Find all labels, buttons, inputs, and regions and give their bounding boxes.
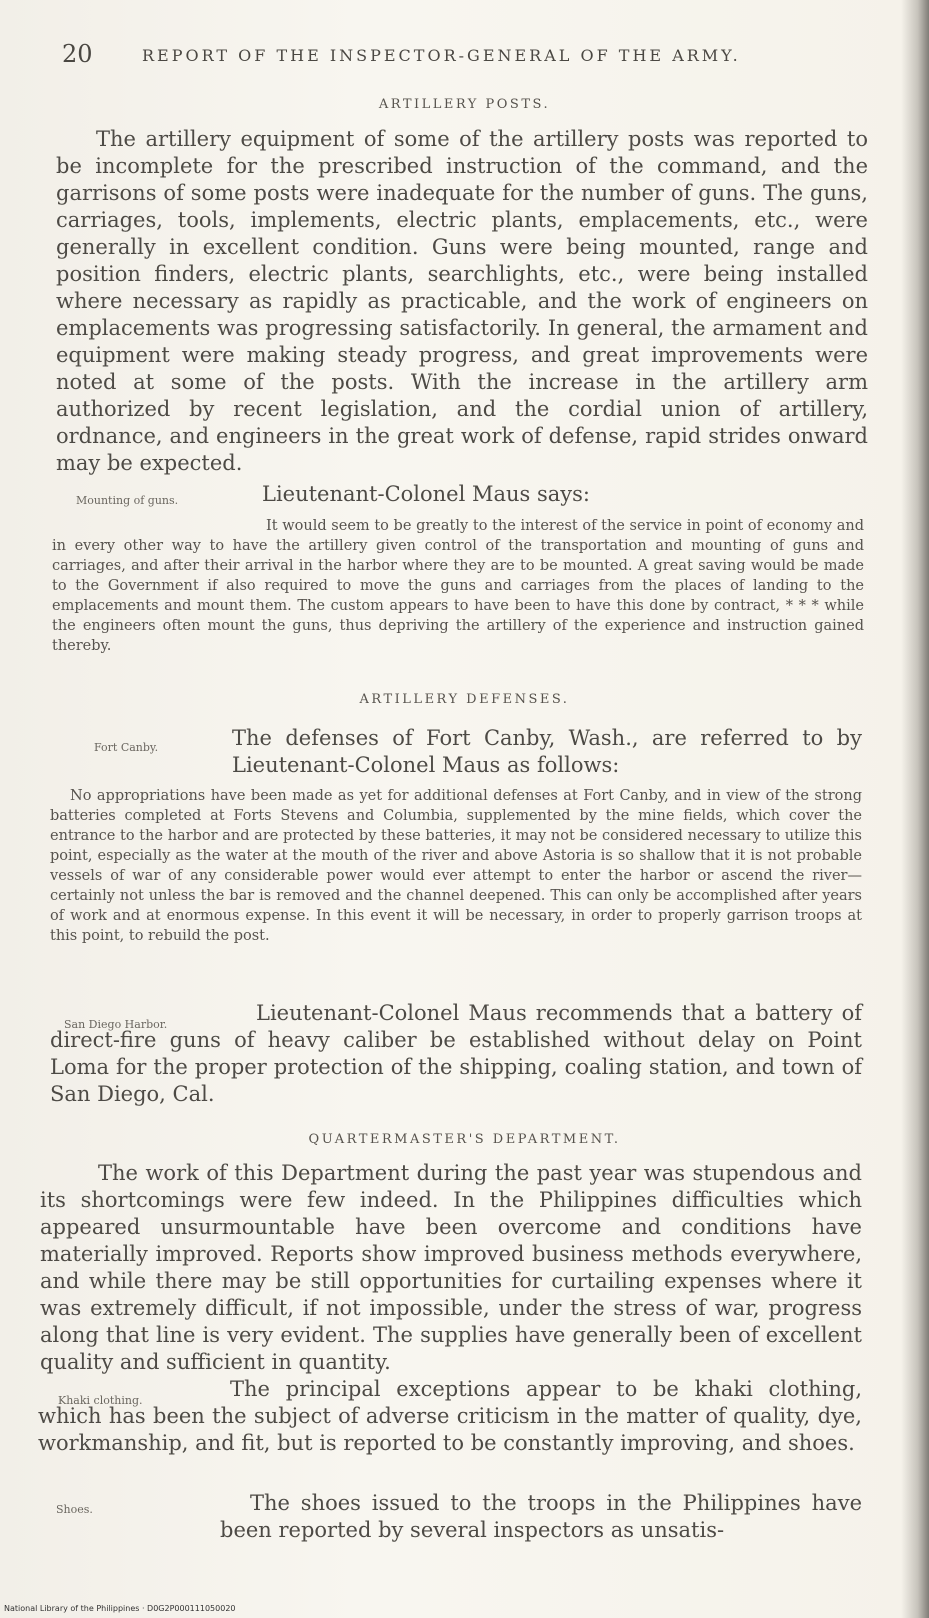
page-number: 20 [62,40,93,68]
paragraph-artillery-posts: The artillery equipment of some of the artillery posts was reported to be incomplete for the prescribed instruction of the command, and the garrisons of some posts were inadequate for the number of guns. The guns, carriages, tools, implements, electric plants, emplacements, etc., were generally in excellent condition. Guns were being mounted, range and position finders, electric plants, searchlights, etc., were being installed where necessary as rapidly as practicable, and the work of engineers on emplacements was progressing satisfactorily. In general, the armament and equipment were making steady progress, and great improvements were noted at some of the posts. With the increase in the artillery arm authorized by recent legislation, and the cordial union of artillery, ordnance, and engineers in the great work of defense, rapid strides onward may be expected. [56,127,868,475]
margin-note-mounting-of-guns: Mounting of guns. [76,494,179,507]
paragraph-shoes: The shoes issued to the troops in the Philippines have been reported by several inspectors as unsatis- [220,1491,862,1542]
running-head: REPORT OF THE INSPECTOR-GENERAL OF THE ARMY. [142,46,741,65]
heading-quartermaster: QUARTERMASTER'S DEPARTMENT. [308,1132,621,1147]
margin-note-khaki-clothing: Khaki clothing. [58,1394,143,1407]
book-spine-shadow [901,0,929,1618]
margin-note-shoes: Shoes. [56,1503,93,1516]
paragraph-quartermaster: The work of this Department during the past year was stupendous and its shortcomings were few indeed. In the Philippines difficulties which appeared unsurmountable have been overcome and conditions have materially improved. Reports show improved business methods everywhere, and while there may be still opportunities for curtailing expenses where it was extremely difficult, if not impossible, under the stress of war, progress along that line is very evident. The supplies have generally been of excellent quality and sufficient in quantity. [40,1161,862,1374]
digitization-footer: National Library of the Philippines · D0G2P000111050020 [4,1604,236,1613]
paragraph-khaki-clothing: The principal exceptions appear to be khaki clothing, which has been the subject of adverse criticism in the matter of quality, dye, workmanship, and fit, but is reported to be constantly improving, and shoes. [38,1377,862,1455]
heading-artillery-defenses: ARTILLERY DEFENSES. [359,692,570,707]
intro-maus-says: Lieutenant-Colonel Maus says: [262,482,591,506]
quote-fort-canby: No appropriations have been made as yet for additional defenses at Fort Canby, and in view of the strong batteries completed at Forts Stevens and Columbia, supplemented by the mine fields, which cover the entrance to the harbor and are protected by these batteries, it may not be considered necessary to utilize this point, especially as the water at the mouth of the river and above Astoria is so shallow that it is not probable vessels of war of any considerable power would ever attempt to enter the harbor or ascend the river—certainly not unless the bar is removed and the channel deepened. This can only be accomplished after years of work and at enormous expense. In this event it will be necessary, in order to properly garrison troops at this point, to rebuild the post. [50,788,862,944]
intro-fort-canby: The defenses of Fort Canby, Wash., are referred to by Lieutenant-Colonel Maus as follows: [232,726,862,777]
quote-mounting-of-guns: It would seem to be greatly to the interest of the service in point of economy and in every other way to have the artillery given control of the transportation and mounting of guns and carriages, and after their arrival in the harbor where they are to be mounted. A great saving would be made to the Government if also required to move the guns and carriages from the places of landing to the emplacements and mount them. The custom appears to have been to have this done by contract, * * * while the engineers often mount the guns, thus depriving the artillery of the experience and instruction gained thereby. [52,518,864,654]
paragraph-san-diego: Lieutenant-Colonel Maus recommends that a battery of direct-fire guns of heavy caliber be established without delay on Point Loma for the proper protection of the shipping, coaling station, and town of San Diego, Cal. [50,1001,862,1106]
heading-artillery-posts: ARTILLERY POSTS. [378,97,551,112]
margin-note-san-diego-harbor: San Diego Harbor. [64,1018,168,1031]
page-header [62,40,842,74]
margin-note-fort-canby: Fort Canby. [94,741,159,754]
